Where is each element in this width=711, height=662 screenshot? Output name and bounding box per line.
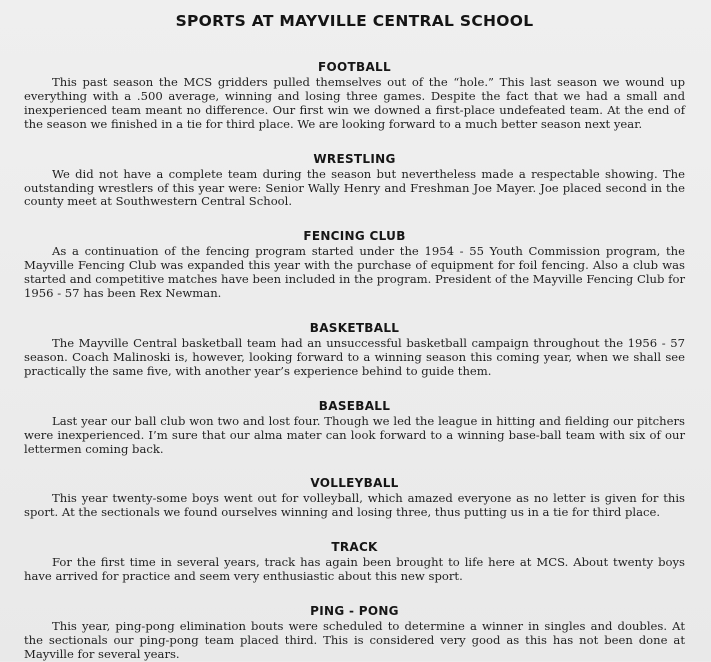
section-volleyball [24,476,685,520]
section-heading: TRACK [331,540,378,555]
section-football [24,60,685,132]
section-heading: PING - PONG [310,604,399,619]
section-heading: FENCING CLUB [303,229,406,244]
section-body: The Mayville Central basketball team had an unsuccessful basketball campaign throughout the 1956 - 57 season. Coach Malinoski is, however, looking forward to a winning season this coming year, when we shall see practically the same five, with another year’s experience behind to guide them. [24,335,685,378]
section-heading: VOLLEYBALL [310,476,399,491]
section-body: For the first time in several years, track has again been brought to life here at MCS. About twenty boys have arrived for practice and seem very enthusiastic about this new sport. [24,555,685,584]
section-heading: FOOTBALL [318,60,391,74]
section-basketball [24,321,685,379]
section-track [24,540,685,584]
section-heading: BASKETBALL [309,320,400,335]
section-body: This year twenty-some boys went out for volleyball, which amazed everyone as no letter is given for this sport. At the sectionals we found ourselves winning and losing three, thus putting us in a tie for third place. [24,491,685,520]
section-baseball [24,399,685,457]
section-heading: BASEBALL [318,398,391,413]
section-heading: WRESTLING [313,151,396,166]
section-wrestling [24,152,685,210]
section-body: This past season the MCS gridders pulled themselves out of the “hole.” This last season we wound up everything with a .500 average, winning and losing three games. Despite the fact that we had a small and inexperienced team meant no difference. Our first win we downed a first-place undefeated team. At the end of the season we finished in a tie for third place. We are looking forward to a much better season next year. [24,75,685,131]
section-ping-pong [24,604,685,662]
section-body: Last year our ball club won two and lost four. Though we led the league in hitting and fielding our pitchers were inexperienced. I’m sure that our alma mater can look forward to a winning base-ball team with six of our lettermen coming back. [24,413,685,456]
section-fencing-club [24,229,685,301]
section-body: We did not have a complete team during the season but nevertheless made a respectable showing. The outstanding wrestlers of this year were: Senior Wally Henry and Freshman Joe Mayer. Joe placed second in the county meet at Southwestern Central School. [24,166,685,209]
page-title: SPORTS AT MAYVILLE CENTRAL SCHOOL [175,12,534,30]
section-body: This year, ping-pong elimination bouts were scheduled to determine a winner in singles and doubles. At the sectionals our ping-pong team placed third. This is considered very good as this has not been done at Mayville for several years. [24,619,685,661]
section-body: As a continuation of the fencing program started under the 1954 - 55 Youth Commission program, the Mayville Fencing Club was expanded this year with the purchase of equipment for foil fencing. Also a club was started and competitive matches have been included in the program. President of the Mayville Fencing Club for 1956 - 57 has been Rex Newman. [24,244,685,301]
